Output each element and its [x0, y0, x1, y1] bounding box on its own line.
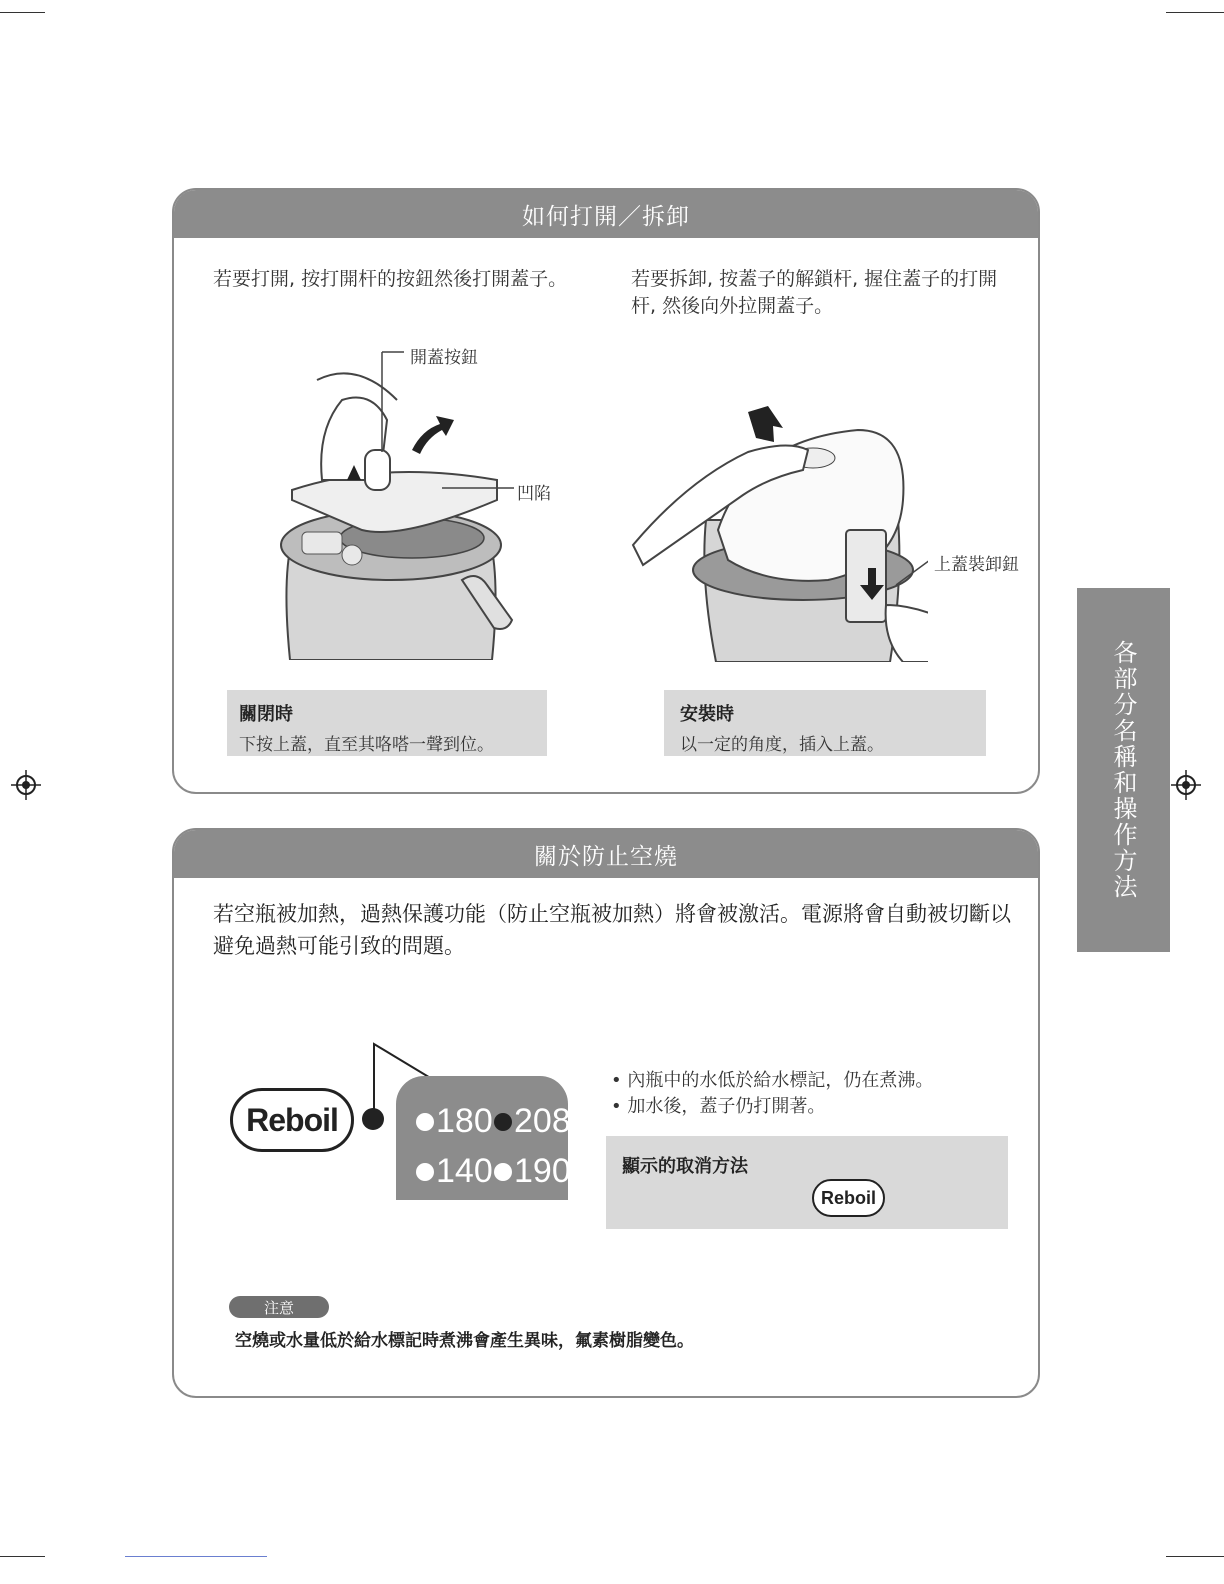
- instruction-open: 若要打開, 按打開杆的按鈕然後打開蓋子。: [213, 268, 568, 290]
- caution-badge: 注意: [229, 1296, 329, 1318]
- label-lid-button: 開蓋按鈕: [410, 348, 478, 368]
- temp-190: 190: [494, 1152, 571, 1191]
- registration-mark-icon: [11, 770, 41, 800]
- close-box-title: 關閉時: [239, 704, 293, 725]
- condition-bullet: • 內瓶中的水低於給水標記，仍在煮沸。: [611, 1070, 934, 1091]
- dry-boil-description: 若空瓶被加熱，過熱保護功能（防止空瓶被加熱）將會被激活。電源將會自動被切斷以避免過熱可能引致的問題。: [213, 902, 1011, 958]
- open-remove-title: 如何打開／拆卸: [174, 190, 1038, 238]
- temp-140: 140: [416, 1152, 493, 1191]
- cancel-display-box: [606, 1136, 1008, 1229]
- registration-mark-icon: [1171, 770, 1201, 800]
- close-info-box: [227, 690, 547, 756]
- caution-text: 空燒或水量低於給水標記時煮沸會產生異味，氟素樹脂變色。: [235, 1331, 694, 1351]
- crop-mark: [0, 12, 45, 13]
- temp-180: 180: [416, 1102, 493, 1141]
- reboil-button[interactable]: Reboil: [230, 1088, 354, 1152]
- cancel-box-title: 顯示的取消方法: [622, 1156, 748, 1177]
- instruction-remove: 若要拆卸, 按蓋子的解鎖杆, 握住蓋子的打開杆, 然後向外拉開蓋子。: [631, 268, 998, 317]
- install-box-title: 安裝時: [680, 704, 734, 725]
- dry-boil-title: 關於防止空燒: [174, 830, 1038, 878]
- label-release-button: 上蓋裝卸鈕: [934, 555, 1019, 575]
- temp-dot-icon: [416, 1113, 434, 1131]
- install-box-text: 以一定的角度，插入上蓋。: [680, 735, 884, 755]
- crop-mark: [1166, 1556, 1224, 1557]
- side-tab-section: 各部分名稱和操作方法: [1077, 588, 1170, 952]
- temp-208: 208: [494, 1102, 571, 1141]
- crop-mark: [1166, 12, 1224, 13]
- temp-dot-icon: [494, 1113, 512, 1131]
- label-recess: 凹陷: [517, 484, 551, 504]
- cancel-reboil-button[interactable]: Reboil: [812, 1179, 885, 1217]
- crop-mark: [125, 1556, 267, 1557]
- install-info-box: [664, 690, 986, 756]
- crop-mark: [0, 1556, 45, 1557]
- close-box-text: 下按上蓋，直至其咯嗒一聲到位。: [239, 735, 494, 755]
- temp-dot-icon: [494, 1163, 512, 1181]
- open-lid-illustration: [262, 340, 532, 660]
- remove-lid-illustration: [628, 400, 928, 662]
- reboil-indicator-dot: [362, 1108, 384, 1130]
- temperature-display: [396, 1076, 571, 1200]
- condition-bullet: • 加水後，蓋子仍打開著。: [611, 1096, 826, 1117]
- temp-dot-icon: [416, 1163, 434, 1181]
